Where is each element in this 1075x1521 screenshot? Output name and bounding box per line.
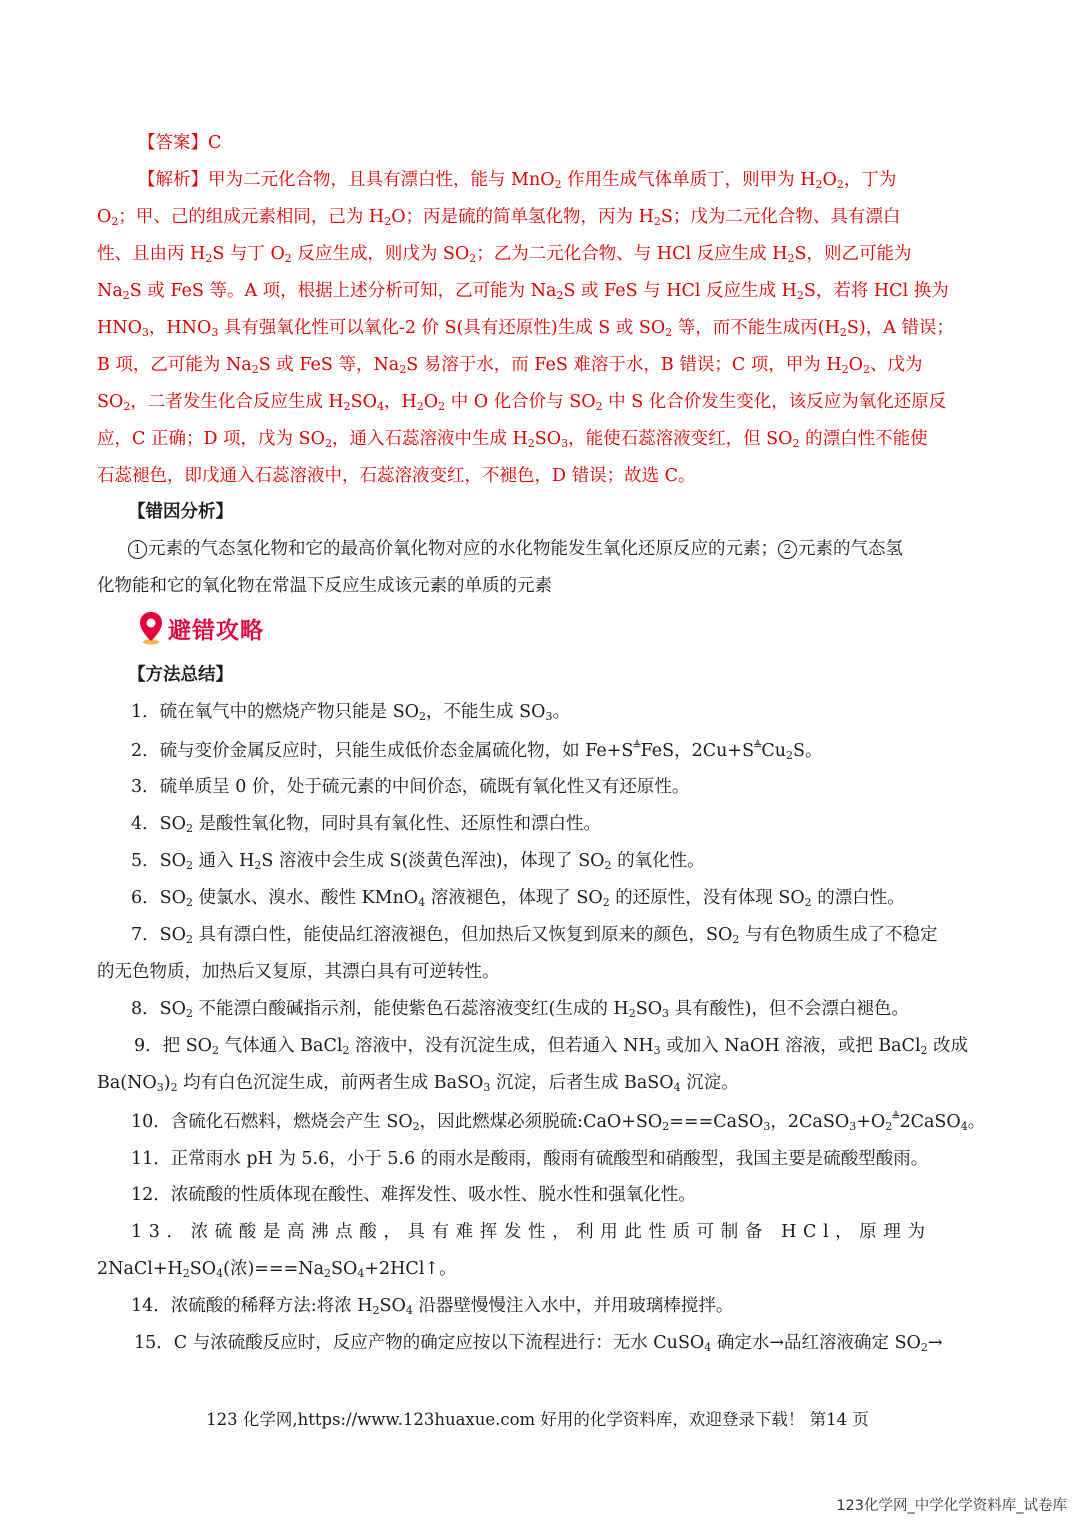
- summary-item-7-cont: 的无色物质，加热后又复原，其漂白具有可逆转性。: [97, 962, 500, 982]
- error-analysis-label: 【错因分析】: [128, 502, 233, 522]
- error-line-1: [128, 537, 903, 561]
- section-header: [138, 608, 264, 648]
- summary-item-13-cont: $2NaCl+H_2SO_4$(浓)$===Na_2SO_4+2HCl↑$。: [97, 1259, 457, 1280]
- analysis-line-2: $O_2$；甲、己的组成元素相同，己为 $H_2O$；丙是硫的简单氢化物，丙为 $H_2S$；戊为二元化合物、具有漂白: [97, 207, 901, 228]
- analysis-line-1: 【解析】甲为二元化合物，且具有漂白性，能与 MnO$_2$ 作用生成气体单质丁，则甲为 $H_2O_2$，丁为: [138, 170, 897, 191]
- circled-number-1: 1: [128, 540, 147, 559]
- analysis-line-6: B 项，乙可能为 $Na_2S$ 或 FeS 等，$Na_2S$ 易溶于水，而 FeS 难溶于水，B 错误；C 项，甲为 $H_2O_2$、戊为: [97, 355, 923, 376]
- analysis-line-9: 石蕊褪色，即戊通入石蕊溶液中，石蕊溶液变红，不褪色，D 错误；故选 C。: [97, 466, 696, 486]
- summary-item-15: 15．C 与浓硫酸反应时，反应产物的确定应按以下流程进行：无水 CuSO$_4$ 确定水→品红溶液确定 $SO_2\to$: [134, 1333, 943, 1354]
- analysis-line-7: $SO_2$，二者发生化合反应生成 $H_2SO_4$，$H_2O_2$ 中 O 化合价与 $SO_2$ 中 S 化合价发生变化，该反应为氧化还原反: [97, 392, 947, 413]
- answer-label: 【答案】: [138, 133, 208, 153]
- summary-item-14: 14．浓硫酸的稀释方法:将浓 $H_2SO_4$ 沿器壁慢慢注入水中，并用玻璃棒搅拌。: [131, 1296, 734, 1317]
- section-title: 避错攻略: [168, 617, 264, 644]
- summary-item-10: 10．含硫化石燃料，燃烧会产生 $SO_2$，因此燃煤必须脱硫$:CaO+SO_2===CaSO_3$，$2CaSO_3+O_2≜2CaSO_4$。: [131, 1110, 986, 1133]
- summary-item-7: 7．$SO_2$ 具有漂白性，能使品红溶液褪色，但加热后又恢复到原来的颜色，$SO_2$ 与有色物质生成了不稳定: [131, 925, 938, 946]
- answer-value: C: [208, 133, 222, 153]
- summary-item-12: 12．浓硫酸的性质体现在酸性、难挥发性、吸水性、脱水性和强氧化性。: [131, 1185, 696, 1205]
- analysis-line-3: 性、且由丙 $H_2S$ 与丁 $O_2$ 反应生成，则戊为 $SO_2$；乙为二元化合物、与 HCl 反应生成 $H_2S$，则乙可能为: [97, 244, 912, 265]
- summary-item-8: 8．$SO_2$ 不能漂白酸碱指示剂，能使紫色石蕊溶液变红(生成的 $H_2SO_3$ 具有酸性)，但不会漂白褪色。: [131, 999, 909, 1020]
- answer-line: [138, 131, 221, 155]
- analysis-line-8: 应，C 正确；D 项，戊为 $SO_2$，通入石蕊溶液中生成 $H_2SO_3$，能使石蕊溶液变红，但 $SO_2$ 的漂白性不能使: [97, 429, 928, 450]
- summary-item-13: 13．浓硫酸是高沸点酸，具有难挥发性，利用此性质可制备 HCl，原理为: [131, 1222, 932, 1242]
- summary-item-9: 9．把 $SO_2$ 气体通入 BaCl$_2$ 溶液中，没有沉淀生成，但若通入 $NH_3$ 或加入 NaOH 溶液，或把 BaCl$_2$ 改成: [134, 1036, 969, 1057]
- error-line-2: 化物能和它的氧化物在常温下反应生成该元素的单质的元素: [97, 576, 552, 596]
- page-footer: 123 化学网,https://www.123huaxue.com 好用的化学资料库，欢迎登录下载！ 第14 页: [206, 1410, 869, 1429]
- summary-item-2: 2．硫与变价金属反应时，只能生成低价态金属硫化物，如 Fe+S≜FeS，$2Cu+S≜Cu_2S$。: [131, 739, 823, 762]
- watermark: 123化学网_中学化学资料库_试卷库: [836, 1498, 1067, 1514]
- circled-number-2: 2: [778, 540, 797, 559]
- summary-item-5: 5．$SO_2$ 通入 $H_2S$ 溶液中会生成 S(淡黄色浑浊)，体现了 $SO_2$ 的氧化性。: [131, 851, 705, 872]
- error-text-1: 元素的气态氢化物和它的最高价氧化物对应的水化物能发生氧化还原反应的元素；: [148, 539, 778, 559]
- location-pin-icon: [138, 611, 164, 645]
- summary-item-3: 3．硫单质呈 0 价，处于硫元素的中间价态，硫既有氧化性又有还原性。: [131, 777, 690, 797]
- analysis-label: 【解析】: [138, 170, 208, 190]
- summary-item-11: 11．正常雨水 pH 为 5.6，小于 5.6 的雨水是酸雨，酸雨有硫酸型和硝酸型，我国主要是硫酸型酸雨。: [131, 1149, 929, 1169]
- summary-item-6: 6．$SO_2$ 使氯水、溴水、酸性 KMnO$_4$ 溶液褪色，体现了 $SO_2$ 的还原性，没有体现 $SO_2$ 的漂白性。: [131, 888, 905, 909]
- summary-item-4: 4．$SO_2$ 是酸性氧化物，同时具有氧化性、还原性和漂白性。: [131, 814, 602, 835]
- summary-item-9-cont: $Ba(NO_3)_2$ 均有白色沉淀生成，前两者生成 BaSO$_3$ 沉淀，后者生成 BaSO$_4$ 沉淀。: [97, 1073, 739, 1094]
- method-summary-label: 【方法总结】: [128, 665, 233, 685]
- error-text-2: 元素的气态氢: [798, 539, 903, 559]
- analysis-line-5: $HNO_3$，$HNO_3$ 具有强氧化性可以氧化-2 价 S(具有还原性)生成 S 或 $SO_2$ 等，而不能生成丙$(H_2S)$，A 错误；: [97, 318, 954, 339]
- analysis-line-4: $Na_2S$ 或 FeS 等。A 项，根据上述分析可知，乙可能为 $Na_2S$ 或 FeS 与 HCl 反应生成 $H_2S$，若将 HCl 换为: [97, 281, 949, 302]
- summary-item-1: 1．硫在氧气中的燃烧产物只能是 $SO_2$，不能生成 $SO_3$。: [131, 702, 570, 723]
